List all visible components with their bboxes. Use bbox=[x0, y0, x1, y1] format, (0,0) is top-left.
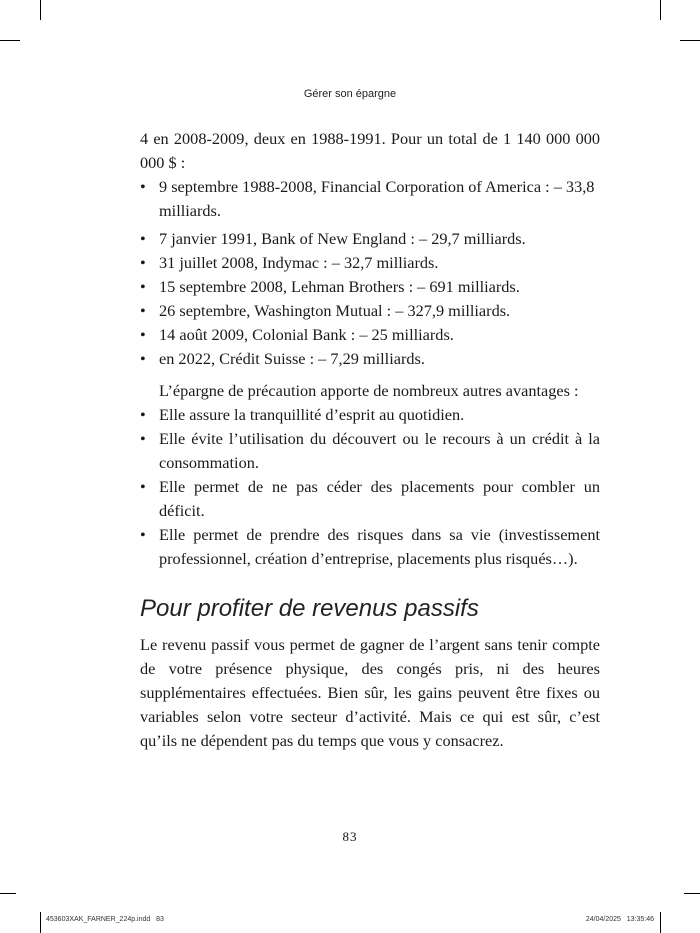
list-item: • Elle assure la tranquillité d’esprit au quotidien. bbox=[140, 403, 600, 427]
crop-mark bbox=[684, 893, 700, 894]
crop-mark bbox=[680, 40, 700, 41]
page-number: 83 bbox=[342, 829, 358, 844]
list-item: • Elle permet de prendre des risques dans sa vie (investissement professionnel, création d’entreprise, placements plus risqués…). bbox=[140, 523, 600, 571]
section-title: Pour profiter de revenus passifs bbox=[140, 595, 479, 622]
page-content bbox=[140, 127, 600, 753]
crop-mark bbox=[40, 0, 41, 20]
crop-mark bbox=[0, 40, 20, 41]
intro-paragraph: 4 en 2008-2009, deux en 1988-1991. Pour un total de 1 140 000 000 000 $ : bbox=[140, 129, 600, 172]
advantages-list bbox=[140, 403, 600, 571]
crop-mark bbox=[660, 0, 661, 20]
list-item: • 15 septembre 2008, Lehman Brothers : – 691 milliards. bbox=[140, 275, 600, 299]
crop-mark bbox=[40, 912, 41, 933]
slug-right: 24/04/2025 13:35:46 bbox=[585, 916, 654, 923]
list-item: • 14 août 2009, Colonial Bank : – 25 milliards. bbox=[140, 323, 600, 347]
bank-list bbox=[140, 175, 600, 371]
advantages-intro: L’épargne de précaution apporte de nombreux autres avantages : bbox=[159, 381, 579, 400]
list-item: • 7 janvier 1991, Bank of New England : – 29,7 milliards. bbox=[140, 227, 600, 251]
list-item: • 9 septembre 1988-2008, Financial Corporation of America : – 33,8 milliards. bbox=[140, 175, 600, 223]
list-item: • Elle permet de ne pas céder des placements pour combler un déficit. bbox=[140, 475, 600, 523]
list-item: • Elle évite l’utilisation du découvert ou le recours à un crédit à la consommation. bbox=[140, 427, 600, 475]
crop-mark bbox=[0, 893, 16, 894]
list-item: • 26 septembre, Washington Mutual : – 327,9 milliards. bbox=[140, 299, 600, 323]
crop-mark bbox=[660, 912, 661, 933]
slug-left: 453603XAK_FARNER_224p.indd 83 bbox=[46, 916, 164, 923]
list-item: • 31 juillet 2008, Indymac : – 32,7 milliards. bbox=[140, 251, 600, 275]
list-item: • en 2022, Crédit Suisse : – 7,29 milliards. bbox=[140, 347, 600, 371]
running-head: Gérer son épargne bbox=[303, 88, 397, 100]
section-body: Le revenu passif vous permet de gagner de l’argent sans tenir compte de votre présence physique, des congés pris, ni des heures supplémentaires effectuées. Bien sûr, les gains peuvent être fixes ou variables selon votre secteur d’activité. Mais ce qui est sûr, c’est qu’ils ne dépendent pas du temps que vous y consacrez. bbox=[140, 635, 600, 750]
